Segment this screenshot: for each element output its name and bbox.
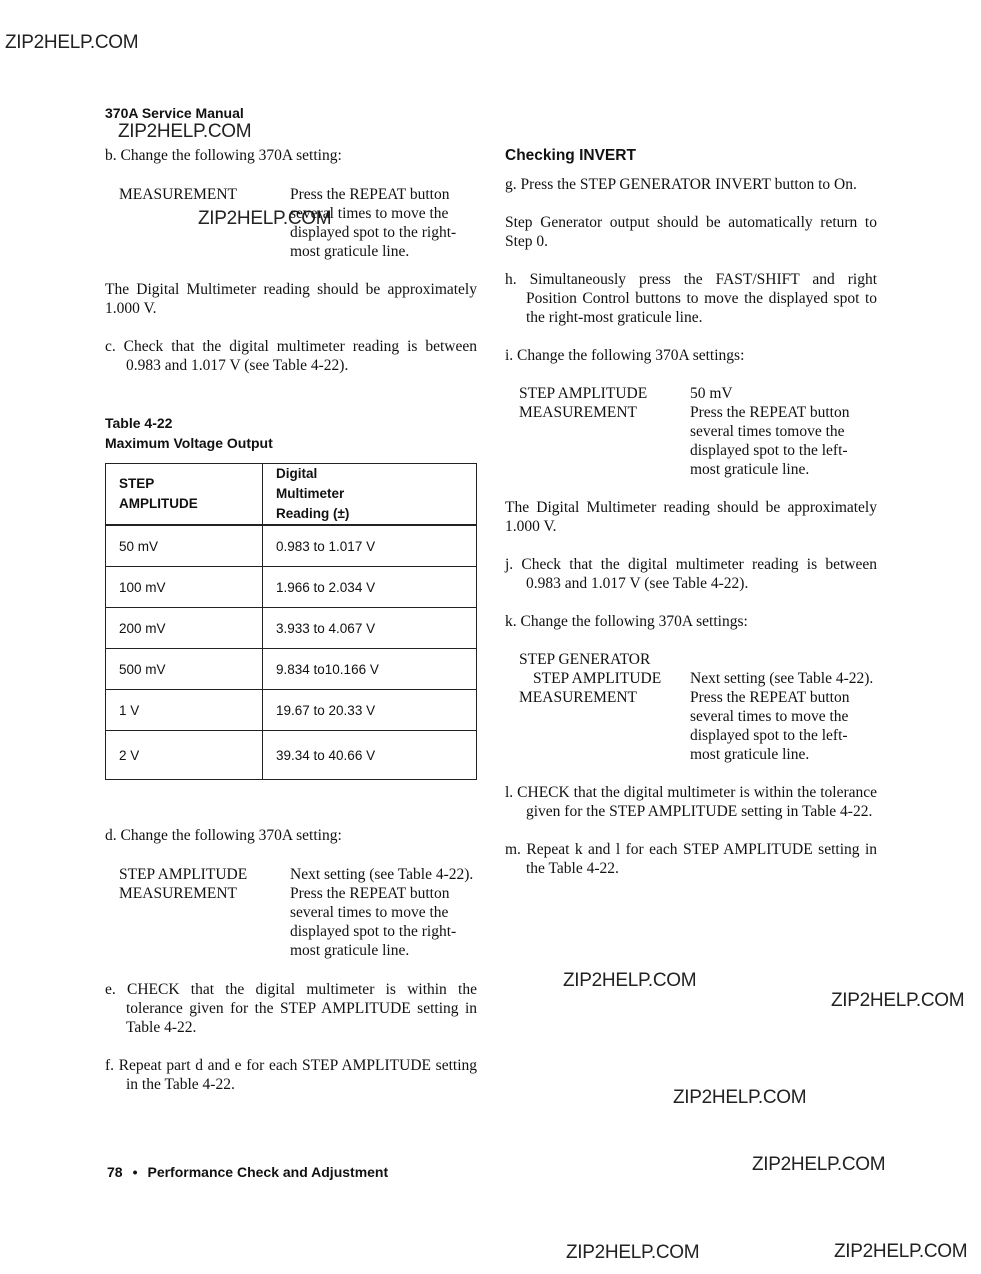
setting-group-label: STEP GENERATOR bbox=[519, 651, 651, 668]
setting-label: STEP AMPLITUDE bbox=[533, 670, 662, 687]
step-d: d. Change the following 370A setting: bbox=[105, 827, 342, 844]
step-l: l. CHECK that the digital multimeter is within the tolerance given for the STEP AMPLITUDE setting in Table 4-22. bbox=[505, 784, 877, 820]
watermark: ZIP2HELP.COM bbox=[118, 121, 252, 142]
setting-value: Press the REPEAT button several times to move the displayed spot to the right-most graticule line. bbox=[290, 186, 457, 260]
step-i: i. Change the following 370A settings: bbox=[505, 347, 745, 364]
reading-note: The Digital Multimeter reading should be approximately 1.000 V. bbox=[105, 281, 477, 317]
table-title: Maximum Voltage Output bbox=[105, 435, 273, 451]
setting-value: Next setting (see Table 4-22). bbox=[290, 866, 474, 883]
watermark: ZIP2HELP.COM bbox=[5, 32, 139, 53]
footer-section: Performance Check and Adjustment bbox=[147, 1164, 389, 1180]
section-heading: Checking INVERT bbox=[505, 147, 636, 164]
cell-amplitude: 100 mV bbox=[106, 567, 263, 608]
table-row bbox=[106, 649, 477, 690]
watermark: ZIP2HELP.COM bbox=[831, 990, 965, 1011]
voltage-table bbox=[105, 463, 477, 780]
footer-separator: • bbox=[132, 1164, 138, 1180]
step-e: e. CHECK that the digital multimeter is within the tolerance given for the STEP AMPLITUDE setting in Table 4-22. bbox=[105, 981, 477, 1036]
step-m: m. Repeat k and l for each STEP AMPLITUDE setting in the Table 4-22. bbox=[505, 841, 877, 877]
setting-value: Press the REPEAT button several times tomove the displayed spot to the left-most graticule line. bbox=[690, 404, 850, 478]
table-caption bbox=[105, 413, 477, 453]
setting-value: Next setting (see Table 4-22). bbox=[690, 670, 874, 687]
return-note: Step Generator output should be automatically return to Step 0. bbox=[505, 214, 877, 250]
cell-reading: 1.966 to 2.034 V bbox=[263, 567, 477, 608]
cell-reading: 19.67 to 20.33 V bbox=[263, 690, 477, 731]
cell-reading: 3.933 to 4.067 V bbox=[263, 608, 477, 649]
step-b-settings bbox=[119, 185, 477, 261]
cell-reading: 0.983 to 1.017 V bbox=[263, 525, 477, 567]
cell-amplitude: 500 mV bbox=[106, 649, 263, 690]
setting-label: STEP AMPLITUDE bbox=[519, 385, 648, 402]
setting-label: MEASUREMENT bbox=[519, 689, 637, 706]
page-footer bbox=[107, 1164, 388, 1180]
setting-label: STEP AMPLITUDE bbox=[119, 866, 248, 883]
watermark: ZIP2HELP.COM bbox=[752, 1154, 886, 1175]
step-j: j. Check that the digital multimeter reading is between 0.983 and 1.017 V (see Table 4-22). bbox=[505, 556, 877, 592]
step-h: h. Simultaneously press the FAST/SHIFT and right Position Control buttons to move the displayed spot to the right-most graticule line. bbox=[505, 271, 877, 326]
step-c: c. Check that the digital multimeter reading is between 0.983 and 1.017 V (see Table 4-22). bbox=[105, 338, 477, 374]
step-i-settings bbox=[519, 384, 877, 479]
reading-note: The Digital Multimeter reading should be approximately 1.000 V. bbox=[505, 499, 877, 535]
cell-amplitude: 2 V bbox=[106, 731, 263, 780]
watermark: ZIP2HELP.COM bbox=[198, 208, 332, 229]
table-header-row bbox=[106, 464, 477, 526]
watermark: ZIP2HELP.COM bbox=[673, 1087, 807, 1108]
col-header-dmm-reading: Digital Multimeter Reading (±) bbox=[263, 464, 477, 526]
setting-value: Press the REPEAT button several times to move the displayed spot to the right-most graticule line. bbox=[290, 885, 457, 959]
page-number: 78 bbox=[107, 1164, 123, 1180]
cell-reading: 9.834 to10.166 V bbox=[263, 649, 477, 690]
setting-label: MEASUREMENT bbox=[119, 186, 237, 203]
setting-value: Press the REPEAT button several times to move the displayed spot to the left-most graticule line. bbox=[690, 689, 850, 763]
running-header: 370A Service Manual bbox=[105, 105, 244, 121]
right-column bbox=[505, 146, 877, 878]
table-row bbox=[106, 690, 477, 731]
watermark: ZIP2HELP.COM bbox=[563, 970, 697, 991]
setting-label: MEASUREMENT bbox=[119, 885, 237, 902]
table-row bbox=[106, 567, 477, 608]
setting-value: 50 mV bbox=[690, 385, 733, 402]
col-header-step-amplitude: STEP AMPLITUDE bbox=[106, 464, 263, 526]
watermark: ZIP2HELP.COM bbox=[834, 1241, 968, 1262]
table-row bbox=[106, 525, 477, 567]
step-g: g. Press the STEP GENERATOR INVERT button to On. bbox=[505, 176, 857, 193]
left-column bbox=[105, 146, 477, 1094]
cell-reading: 39.34 to 40.66 V bbox=[263, 731, 477, 780]
setting-label: MEASUREMENT bbox=[519, 404, 637, 421]
cell-amplitude: 200 mV bbox=[106, 608, 263, 649]
table-row bbox=[106, 608, 477, 649]
step-f: f. Repeat part d and e for each STEP AMPLITUDE setting in the Table 4-22. bbox=[105, 1057, 477, 1093]
watermark: ZIP2HELP.COM bbox=[566, 1242, 700, 1263]
table-number: Table 4-22 bbox=[105, 415, 173, 431]
cell-amplitude: 50 mV bbox=[106, 525, 263, 567]
step-b: b. Change the following 370A setting: bbox=[105, 147, 342, 164]
cell-amplitude: 1 V bbox=[106, 690, 263, 731]
step-k: k. Change the following 370A settings: bbox=[505, 613, 748, 630]
step-k-settings bbox=[519, 650, 877, 764]
step-d-settings bbox=[119, 865, 477, 960]
table-row bbox=[106, 731, 477, 780]
